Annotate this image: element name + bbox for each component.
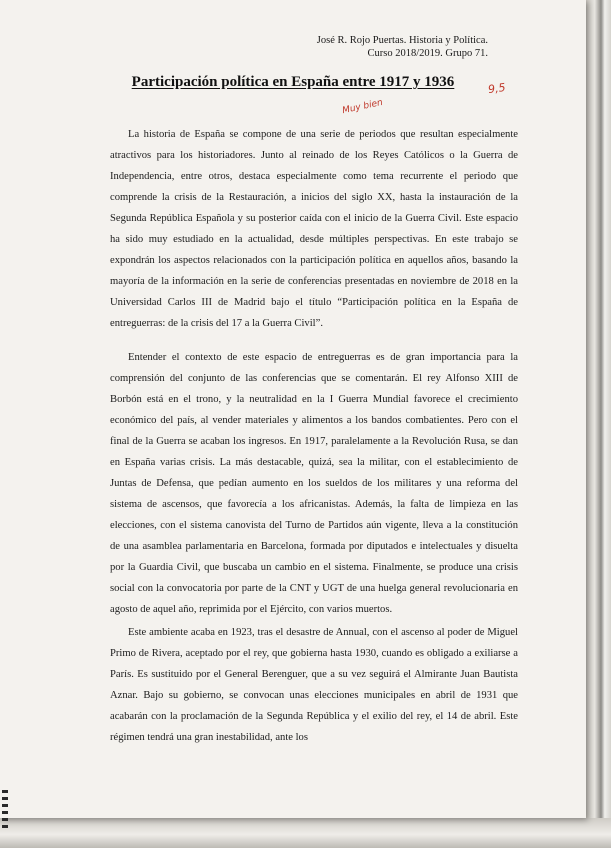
paragraph-context: Entender el contexto de este espacio de entreguerras es de gran importancia para la comprensión del conjunto de las conferencias que se comentarán. El rey Alfonso XIII de Borbón está en el trono, y la neutralidad en la I Guerra Mundial favorece el crecimiento económico del país, al vender materiales y alimentos a los bandos combatientes. Pero con el final de la Guerra se acaban los ingresos. En 1917, paralelamente a la Revolución Rusa, se dan en España varias crisis. La más destacable, quizá, sea la militar, con el establecimiento de Juntas de Defensa, que pedían aumento en los sueldos de los militares y una reforma del sistema de ascensos, que favorecía a los africanistas. Además, la falta de limpieza en las elecciones, con el sistema canovista del Turno de Partidos aún vigente, lleva a la constitución de una asamblea parlamentaria en Barcelona, formada por diputados e intelectuales y disuelta por la Guardia Civil, que buscaba un cambio en el sistema. Finalmente, se produce una crisis social con la convocatoria por parte de la CNT y UGT de una huelga general revolucionaria en agosto de aquel año, reprimida por el Ejército, con varios muertos. <box>110 352 518 615</box>
paragraph-dictatorship: Este ambiente acaba en 1923, tras el desastre de Annual, con el ascenso al poder de Miguel Primo de Rivera, aceptado por el rey, que gobierna hasta 1930, cuando es obligado a exiliarse a París. Es sustituido por el General Berenguer, que a su vez seguirá el Almirante Juan Bautista Aznar. Bajo su gobierno, se convocan unas elecciones municipales en abril de 1931 que acabarán con la proclamación de la Segunda República y el exilio del rey, el 14 de abril. Este régimen tendrá una gran inestabilidad, ante los <box>110 627 518 743</box>
page-edge-right <box>586 0 611 848</box>
binder-hole-mark <box>2 790 8 830</box>
document-body <box>110 124 518 748</box>
document-title-text: Participación política en España entre 1917 y 1936 <box>131 74 455 90</box>
author-header <box>317 34 488 60</box>
paragraph-intro: La historia de España se compone de una serie de periodos que resultan especialmente atractivos para los historiadores. Junto al reinado de los Reyes Católicos o la Guerra de Independencia, entre otros, destaca especialmente como tema recurrente el periodo que comprende la crisis de la Restauración, a inicios del siglo XX, hasta la instauración de la Segunda República Española y su posterior caída con el inicio de la Guerra Civil. Este espacio ha sido muy estudiado en la actualidad, desde múltiples perspectivas. En este trabajo se expondrán los aspectos relacionados con la participación política en aquellos años, basando la mayoría de la información en la serie de conferencias presentadas en noviembre de 2018 en la Universidad Carlos III de Madrid bajo el título “Participación política en la España de entreguerras: de la crisis del 17 a la Guerra Civil”. <box>110 129 518 329</box>
header-author-line: José R. Rojo Puertas. Historia y Política. <box>316 35 488 46</box>
page-edge-bottom <box>0 818 611 848</box>
header-course-line: Curso 2018/2019. Grupo 71. <box>367 48 488 59</box>
handwritten-grade: 9,5 <box>487 80 507 97</box>
handwritten-note: Muy bien <box>341 97 384 117</box>
